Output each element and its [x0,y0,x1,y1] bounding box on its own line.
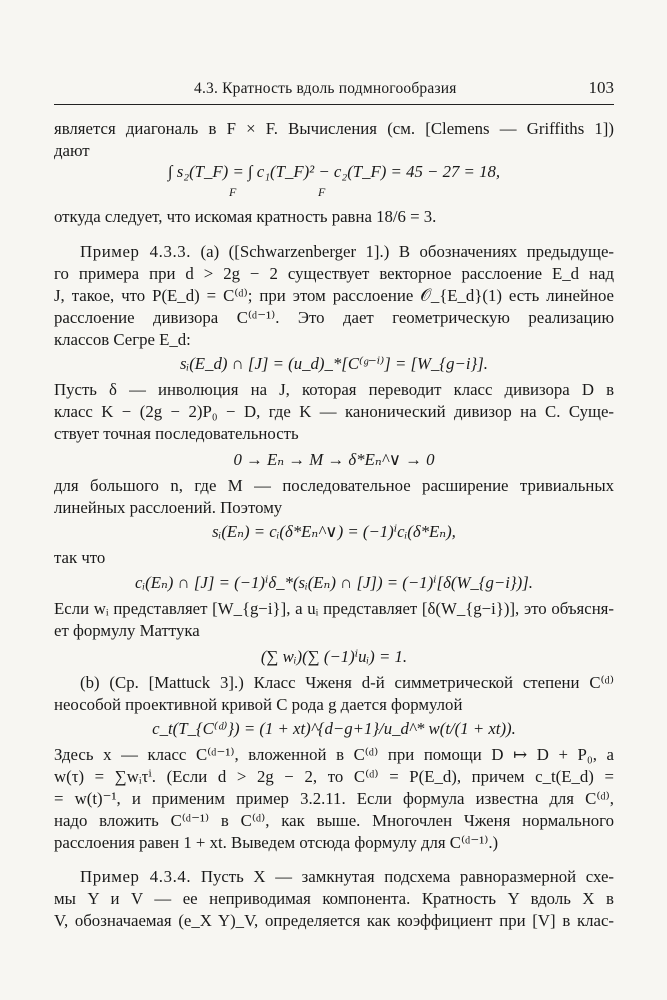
text-line: (b) (Ср. [Mattuck 3].) Класс Чженя d-й симметрической степени C⁽ᵈ⁾ [80,673,614,692]
text-line: w(τ) = ∑wᵢτⁱ. (Если d > 2g − 2, то C⁽ᵈ⁾ = P(E_d), причем c_t(E_d) = [54,767,614,786]
equation-exact-sequence: 0 → Eₙ → M → δ*Eₙ^∨ → 0 [233,450,435,469]
equation-segre-classes: sᵢ(E_d) ∩ [J] = (u_d)_*[C⁽ᵍ⁻ⁱ⁾] = [W_{g−i}]. [180,354,488,373]
text-line: линейных расслоений. Поэтому [54,498,283,517]
section-title: 4.3. Кратность вдоль подмногообразия [194,80,457,97]
example-heading: Пример 4.3.3. [80,242,192,261]
text-line: мы Y и V — ее неприводимая компонента. Кратность Y вдоль X в [54,889,614,908]
text-line: классов Сегре E_d: [54,330,191,349]
running-header [54,76,614,105]
text-line: класс K − (2g − 2)P₀ − D, где K — канонический дивизор на C. Суще- [54,402,614,421]
equation-mattuck: (∑ wᵢ)(∑ (−1)ⁱuᵢ) = 1. [260,647,408,666]
text-line: ет формулу Маттука [54,621,200,640]
text-line: Если wᵢ представляет [W_{g−i}], а uᵢ представляет [δ(W_{g−i})], это объясня- [54,599,614,618]
example-heading: Пример 4.3.4. [80,867,192,886]
text-line: дают [54,141,90,160]
page-number: 103 [588,78,614,97]
integral-subscript: F [229,185,237,199]
text-line: ствует точная последовательность [54,424,299,443]
text-line: откуда следует, что искомая кратность равна 18/6 = 3. [54,207,437,226]
equation-chern-classes: cᵢ(Eₙ) ∩ [J] = (−1)ⁱδ_*(sᵢ(Eₙ) ∩ [J]) = (−1)ⁱ[δ(W_{g−i})]. [135,573,533,592]
text-line: = w(t)⁻¹, и применим пример 3.2.11. Если формула известна для C⁽ᵈ⁾, [54,789,614,808]
text-line: го примера при d > 2g − 2 существует векторное расслоение E_d над [54,264,614,283]
text-line: Здесь x — класс C⁽ᵈ⁻¹⁾, вложенной в C⁽ᵈ⁾ при помощи D ↦ D + P₀, а [54,745,614,764]
text-line: надо вложить C⁽ᵈ⁻¹⁾ в C⁽ᵈ⁾, как выше. Многочлен Чженя нормального [54,811,614,830]
text-line: Пусть δ — инволюция на J, которая переводит класс дивизора D в [54,380,614,399]
text-fragment: (a) ([Schwarzenberger 1].) В обозначениях предыдуще- [191,242,615,261]
integral-subscript: F [318,185,326,199]
text-line: расслоения равен 1 + xt. Выведем отсюда формулу для C⁽ᵈ⁻¹⁾.) [54,833,499,852]
equation-chern-polynomial: c_t(T_{C⁽ᵈ⁾}) = (1 + xt)^{d−g+1}/u_d^* w(t/(1 + xt)). [152,719,516,738]
text-line: так что [54,548,106,567]
example-4-3-3-first-line [54,241,614,263]
equation-integral: ∫ s₂(T_F) = ∫ c₁(T_F)² − c₂(T_F) = 45 − 27 = 18, [167,162,501,181]
text-line: является диагональ в F × F. Вычисления (см. [Clemens — Griffiths 1]) [54,119,614,138]
text-line: V, обозначаемая (e_X Y)_V, определяется как коэффициент при [V] в клас- [54,911,614,930]
text-line: расслоение дивизора C⁽ᵈ⁻¹⁾. Это дает геометрическую реализацию [54,308,614,327]
equation-segre-chern: sᵢ(Eₙ) = cᵢ(δ*Eₙ^∨) = (−1)ⁱcᵢ(δ*Eₙ), [212,522,456,541]
text-line: J, такое, что P(E_d) = C⁽ᵈ⁾; при этом расслоение 𝒪_{E_d}(1) есть линейное [54,286,614,305]
example-4-3-4-first-line [54,866,614,888]
text-line: неособой проективной кривой C рода g дается формулой [54,695,463,714]
text-fragment: Пусть X — замкнутая подсхема равноразмерной схе- [191,867,615,886]
text-line: для большого n, где M — последовательное расширение тривиальных [54,476,614,495]
